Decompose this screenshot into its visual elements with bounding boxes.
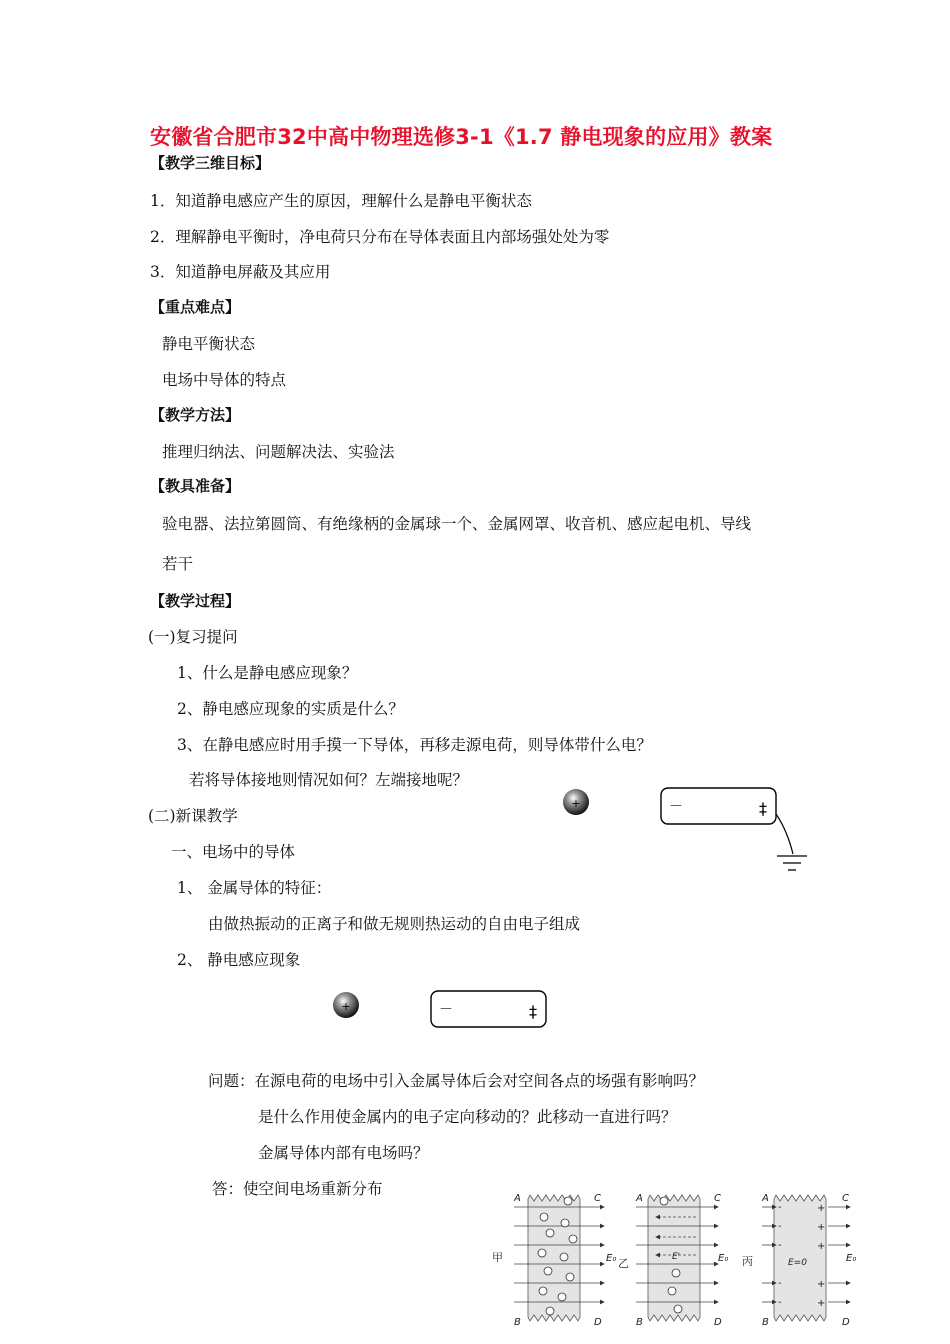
panel-bing [742,1193,856,1328]
field-label: E₀ [718,1253,729,1264]
ground-wire [776,814,793,854]
panel-label: 甲 [492,1251,503,1264]
document-title: 安徽省合肥市32中高中物理选修3-1《1.7 静电现象的应用》教案 [150,125,773,149]
panel-jia [492,1193,616,1328]
corner-label: D [714,1317,722,1328]
corner-label: D [594,1317,602,1328]
positive-charge-mark: ‡ [759,799,767,818]
negative-charge-mark: － [669,799,683,815]
field-redistribution-figure [488,1187,868,1331]
review-title: (一)复习提问 [148,628,238,646]
svg-text:-: - [778,1240,782,1251]
section-heading-key-points: 【重点难点】 [150,298,241,316]
corner-label: A [514,1193,521,1204]
question-text: 是什么作用使金属内的电子定向移动的？此移动一直进行吗？ [258,1108,677,1126]
key-point-item: 电场中导体的特点 [162,371,287,389]
section-heading-equipment: 【教具准备】 [150,477,241,495]
source-charge-sign: + [571,797,581,810]
review-question: 3、在静电感应时用手摸一下导体，再移走源电荷，则导体带什么电？ [177,736,652,754]
induction-diagram [325,985,555,1035]
corner-label: C [842,1193,849,1204]
corner-label: C [714,1193,721,1204]
svg-text:+: + [817,1241,826,1252]
review-question: 1、什么是静电感应现象？ [177,664,358,682]
answer-text: 答：使空间电场重新分布 [212,1180,383,1198]
svg-text:-: - [778,1202,782,1213]
corner-label: C [594,1193,601,1204]
question-text: 问题：在源电荷的电场中引入金属导体后会对空间各点的场强有影响吗？ [208,1072,705,1090]
svg-text:-: - [778,1297,782,1308]
review-question: 2、静电感应现象的实质是什么？ [177,700,404,718]
methods-text: 推理归纳法、问题解决法、实验法 [162,443,395,461]
svg-text:-: - [778,1221,782,1232]
goal-item: 3．知道静电屏蔽及其应用 [150,263,331,281]
section-heading-methods: 【教学方法】 [150,406,241,424]
equipment-text-line1: 验电器、法拉第圆筒、有绝缘柄的金属球一个、金属网罩、收音机、感应起电机、导线 [162,515,752,533]
question-text: 金属导体内部有电场吗？ [258,1144,429,1162]
corner-label: B [514,1317,521,1328]
source-charge-sign: + [341,1000,351,1013]
field-label: E₀ [606,1253,617,1264]
section-heading-process: 【教学过程】 [150,592,241,610]
svg-text:-: - [778,1278,782,1289]
goal-item: 1．知道静电感应产生的原因，理解什么是静电平衡状态 [150,192,532,210]
goal-item: 2．理解静电平衡时，净电荷只分布在导体表面且内部场强处处为零 [150,228,610,246]
lesson-item-title: 2、 静电感应现象 [177,951,301,969]
svg-text:+: + [817,1298,826,1309]
grounded-conductor-diagram [555,780,815,880]
panel-label: 乙 [618,1257,629,1270]
svg-text:+: + [817,1203,826,1214]
field-label: E' [672,1252,681,1262]
equipment-text-line2: 若干 [162,555,194,573]
panel-label: 丙 [742,1255,753,1268]
corner-label: D [842,1317,850,1328]
new-lesson-title: (二)新课教学 [148,807,238,825]
corner-label: A [762,1193,769,1204]
negative-charge-mark: － [439,1002,453,1018]
lesson-item-text: 由做热振动的正离子和做无规则热运动的自由电子组成 [208,915,581,933]
key-point-item: 静电平衡状态 [162,335,256,353]
svg-text:+: + [817,1279,826,1290]
field-label: E₀ [846,1253,857,1264]
field-label: E=0 [788,1258,807,1268]
corner-label: B [762,1317,769,1328]
positive-charge-mark: ‡ [529,1002,537,1021]
section-heading-goals: 【教学三维目标】 [150,154,271,172]
corner-label: A [636,1193,643,1204]
corner-label: B [636,1317,643,1328]
lesson-item-title: 1、 金属导体的特征： [177,879,332,897]
panel-yi [618,1193,728,1328]
review-question: 若将导体接地则情况如何？左端接地呢？ [189,771,469,789]
lesson-section-title: 一、电场中的导体 [171,843,296,861]
svg-text:+: + [817,1222,826,1233]
